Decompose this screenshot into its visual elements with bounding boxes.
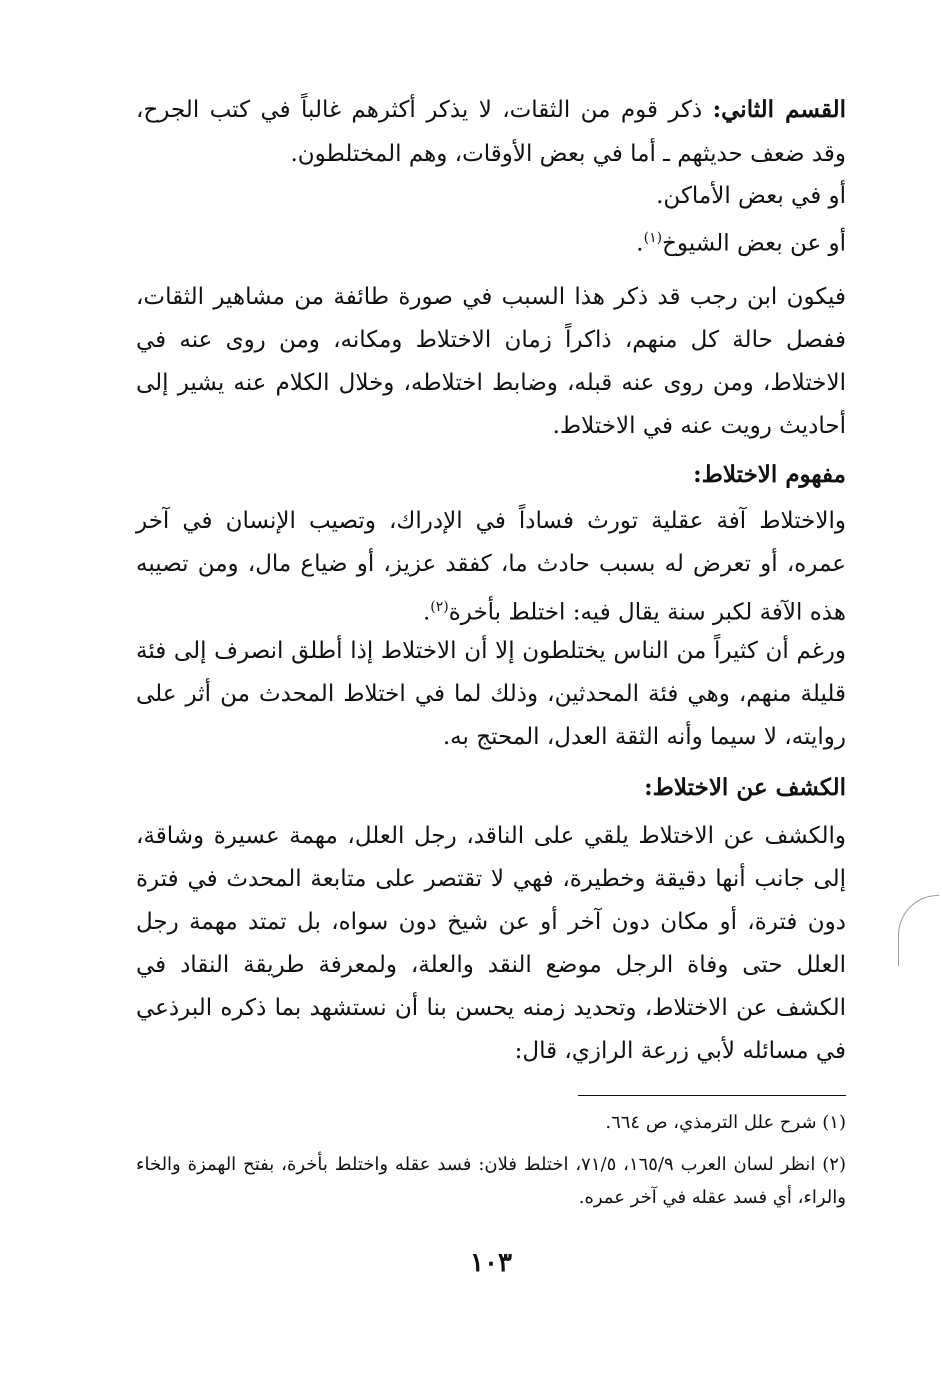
page <box>136 0 846 1393</box>
section2-paragraph <box>136 88 846 176</box>
people-paragraph: ورغم أن كثيراً من الناس يختلطون إلا أن الاختلاط إذا أطلق انصرف إلى فئة قليلة منهم، وهي فئة المحدثين، وذلك لما في اختلاط المحدث من أثر على روايته، لا سيما وأنه الثقة العدل، المحتج به. <box>136 638 846 750</box>
detect-paragraph: والكشف عن الاختلاط يلقي على الناقد، رجل العلل، مهمة عسيرة وشاقة، إلى جانب أنها دقيقة وخطيرة، فهي لا تقتصر على متابعة المحدث في فترة دون فترة، أو مكان دون آخر أو عن شيخ دون سواه، بل تمتد مهمة رجل العلل حتى وفاة الرجل موضع النقد والعلة، ولمعرفة طريقة النقاد في الكشف عن الاختلاط، وتحديد زمنه يحسن بنا أن نستشهد بما ذكره البرذعي في مسائله لأبي زرعة الرازي، قال: <box>136 823 846 1064</box>
detect-heading: الكشف عن الاختلاط: <box>644 774 846 801</box>
section2-item2: أو عن بعض الشيوخ$^{(١)}$. <box>636 230 846 257</box>
scan-margin-mark <box>898 895 939 966</box>
footnote-1: (١) شرح علل الترمذي، ص ٦٦٤. <box>605 1112 846 1133</box>
section2-item1: أو في بعض الأماكن. <box>656 183 846 209</box>
concept-heading: مفهوم الاختلاط: <box>693 461 846 488</box>
concept-text: والاختلاط آفة عقلية تورث فساداً في الإدراك، وتصيب الإنسان في آخر عمره، أو تعرض له بسبب حادث ما، كفقد عزيز، أو ضياع مال، ومن تصيبه هذه الآفة لكبر سنة يقال فيه: اختلط بأخرة <box>136 508 846 626</box>
section2-item2-text: أو عن بعض الشيوخ <box>662 230 846 257</box>
concept-paragraph: والاختلاط آفة عقلية تورث فساداً في الإدراك، وتصيب الإنسان في آخر عمره، أو تعرض له بسبب حادث ما، كفقد عزيز، أو ضياع مال، ومن تصيبه هذه الآفة لكبر سنة يقال فيه: اختلط بأخرة$^{(٢)}$. <box>136 508 846 626</box>
footnote-ref-2: (٢) <box>430 599 449 615</box>
ibn-rajab-paragraph: فيكون ابن رجب قد ذكر هذا السبب في صورة طائفة من مشاهير الثقات، ففصل حالة كل منهم، ذاكراً زمان الاختلاط ومكانه، ومن روى عنه في الاختلاط، ومن روى عنه قبله، وضابط اختلاطه، وخلال الكلام عنه يشير إلى أحاديث رويت عنه في الاختلاط. <box>136 284 846 439</box>
page-number: ١٠٣ <box>470 1248 512 1278</box>
footnote-2: (٢) انظر لسان العرب ١٦٥/٩، ٧١/٥، اختلط فلان: فسد عقله واختلط بأخرة، بفتح الهمزة والخاء والراء، أي فسد عقله في آخر عمره. <box>136 1154 846 1208</box>
footnote-divider <box>578 1095 846 1096</box>
section2-text: ذكر قوم من الثقات، لا يذكر أكثرهم غالباً في كتب الجرح، وقد ضعف حديثهم ـ أما في بعض الأوقات، وهم المختلطون. <box>136 97 846 167</box>
section2-label: القسم الثاني: <box>712 96 846 123</box>
footnote-ref-1: (١) <box>643 230 663 246</box>
